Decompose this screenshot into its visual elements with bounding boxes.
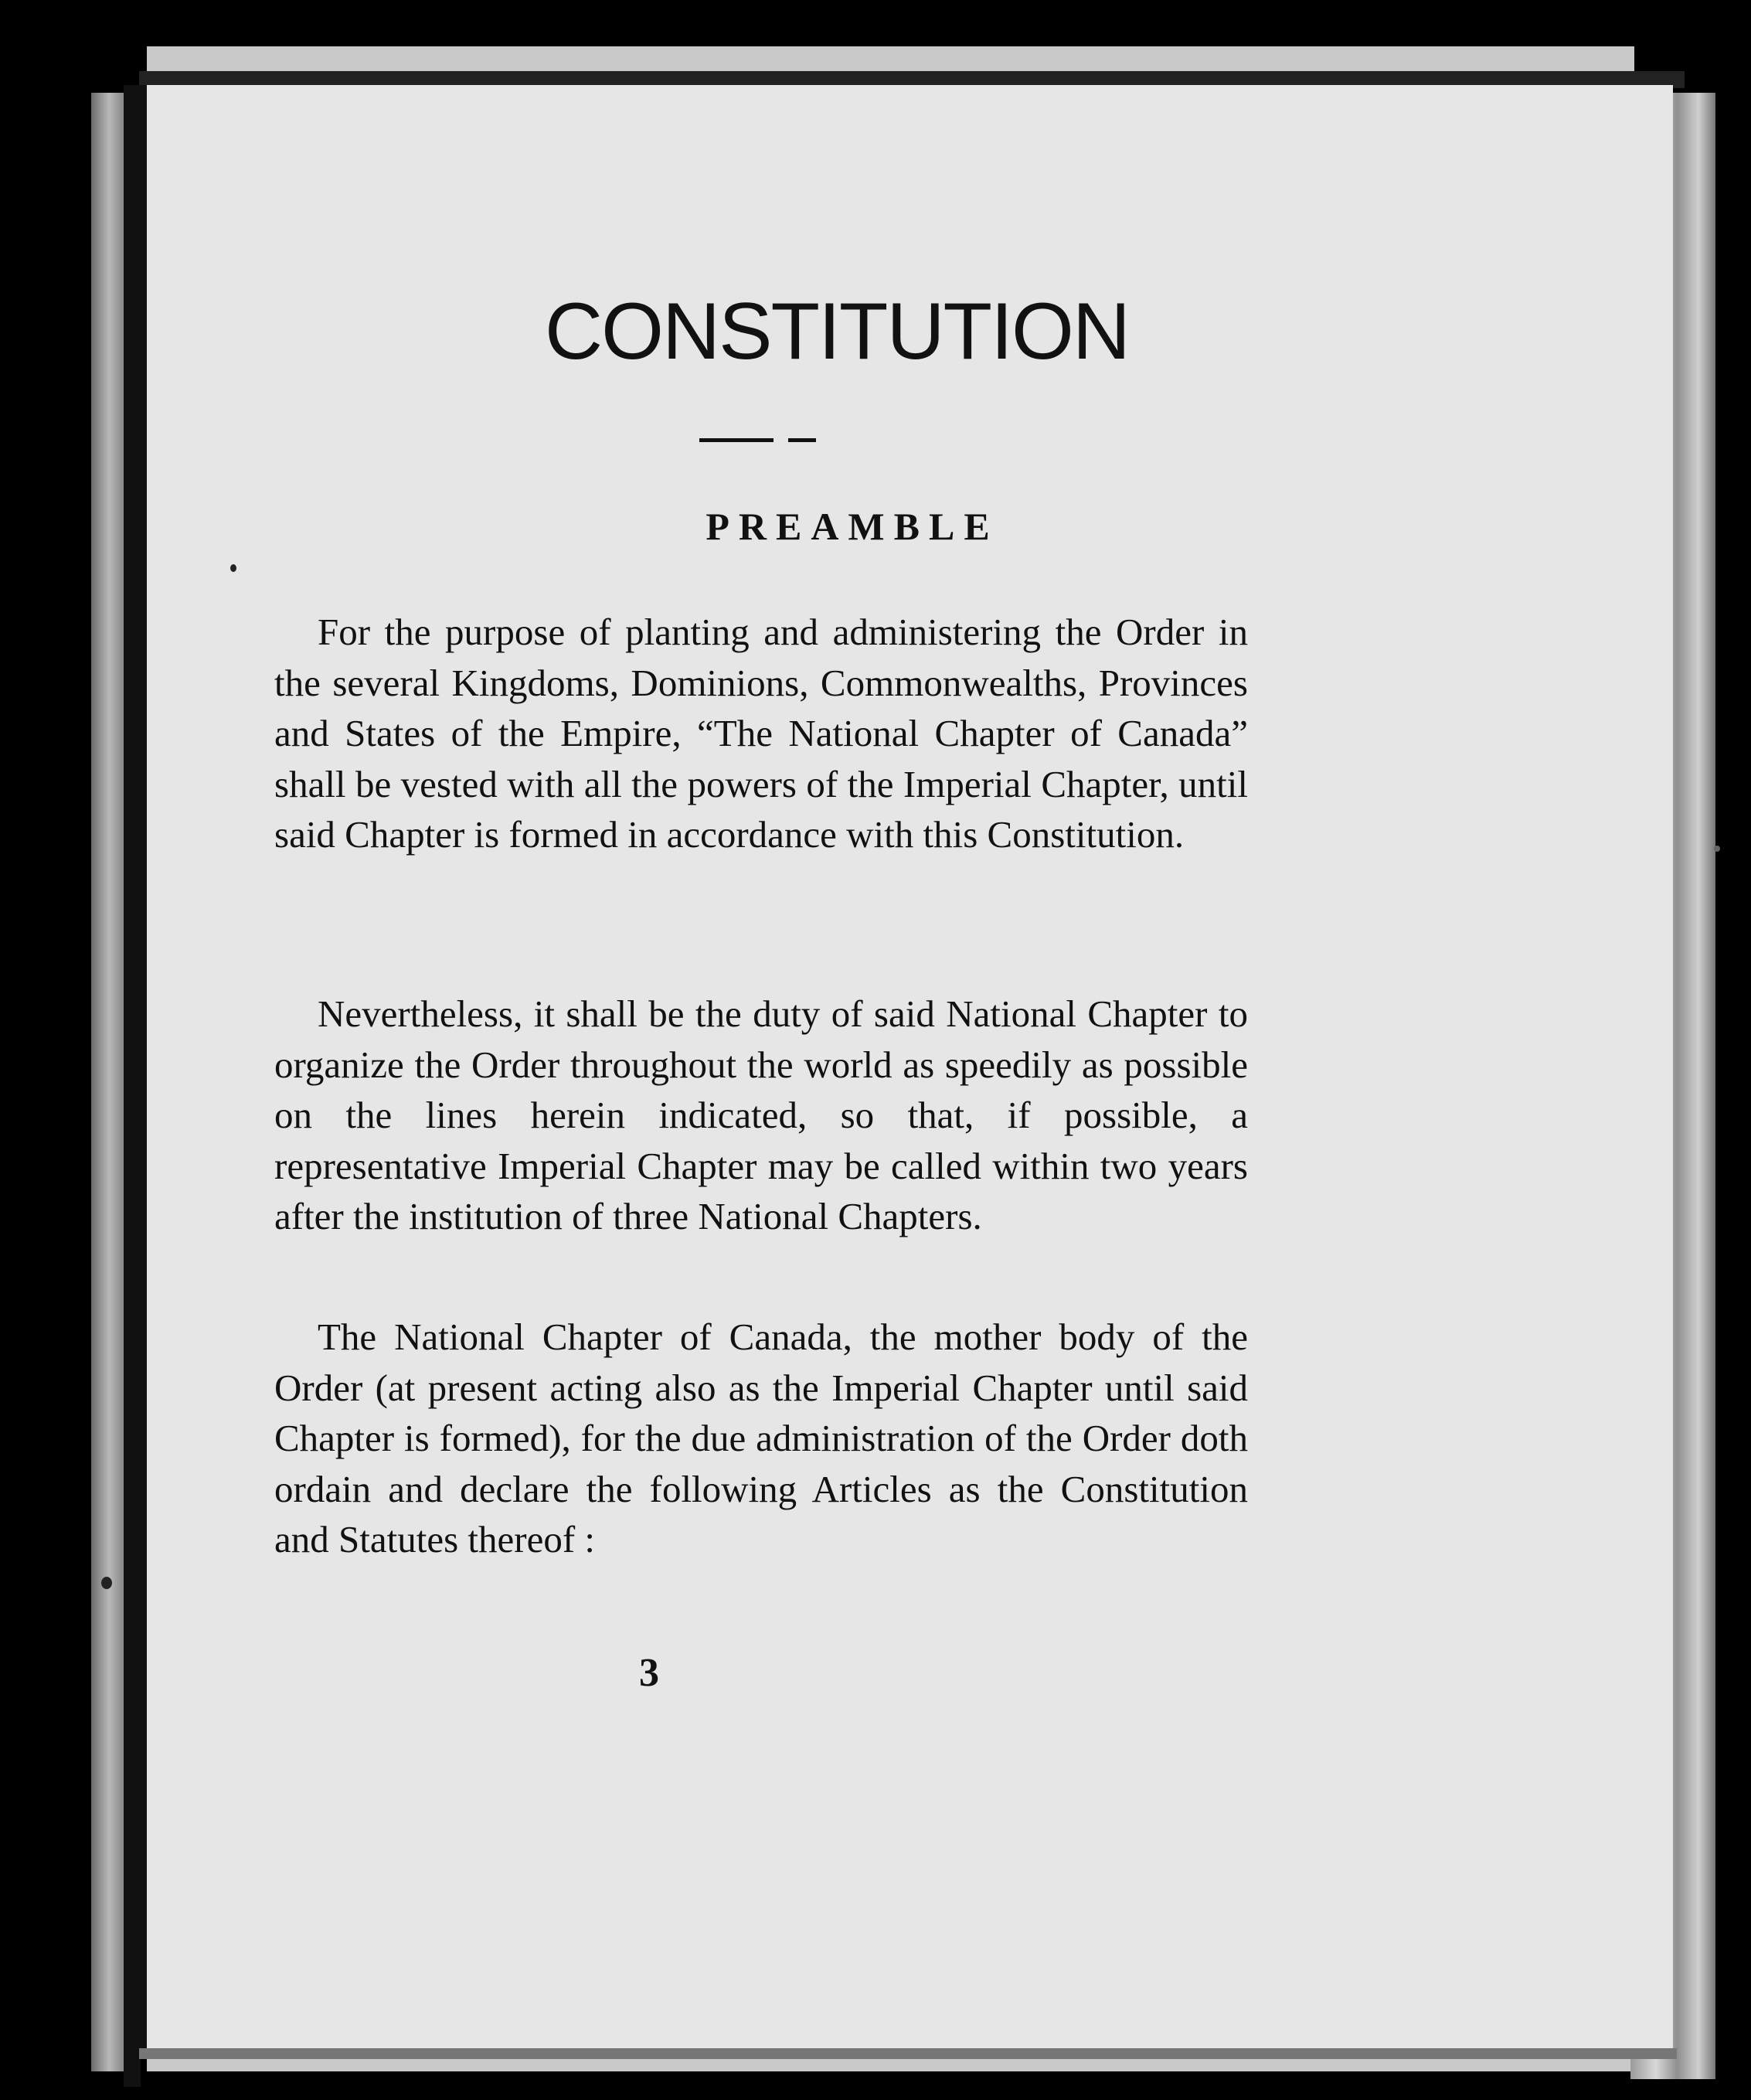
scan-speck: [101, 1577, 112, 1589]
section-heading: PREAMBLE: [706, 505, 999, 548]
page-bottom-edge: [139, 2048, 1677, 2059]
scan-speck: [1714, 846, 1720, 852]
paragraph-2: Nevertheless, it shall be the duty of said National Chapter to organize the Order throughout the world as speedily as possible on the lines herein indicated, so that, if possible, a representative Imperial Chapter may be called within two years after the institution of three National Chapters.: [274, 992, 1248, 1237]
page-number: 3: [639, 1651, 659, 1695]
paragraph-1: For the purpose of planting and administering the Order in the several Kingdoms, Dominions, Commonwealths, Provinces and States of the Empire, “The National Chapter of Canada” shall be vested with all the powers of the Imperial Chapter, until said Chapter is formed in accordance with this Constitution.: [274, 611, 1248, 856]
title-divider-long: [699, 438, 774, 442]
paragraph-3: The National Chapter of Canada, the mother body of the Order (at present acting also as the Imperial Chapter until said Chapter is formed), for the due administration of the Order doth ordain and declare the following Articles as the Constitution and Statutes thereof :: [274, 1315, 1248, 1561]
title-divider-short: [788, 438, 816, 442]
scan-speck: [230, 564, 236, 572]
binding-shadow: [124, 85, 141, 2087]
page-title: CONSTITUTION: [545, 287, 1129, 376]
